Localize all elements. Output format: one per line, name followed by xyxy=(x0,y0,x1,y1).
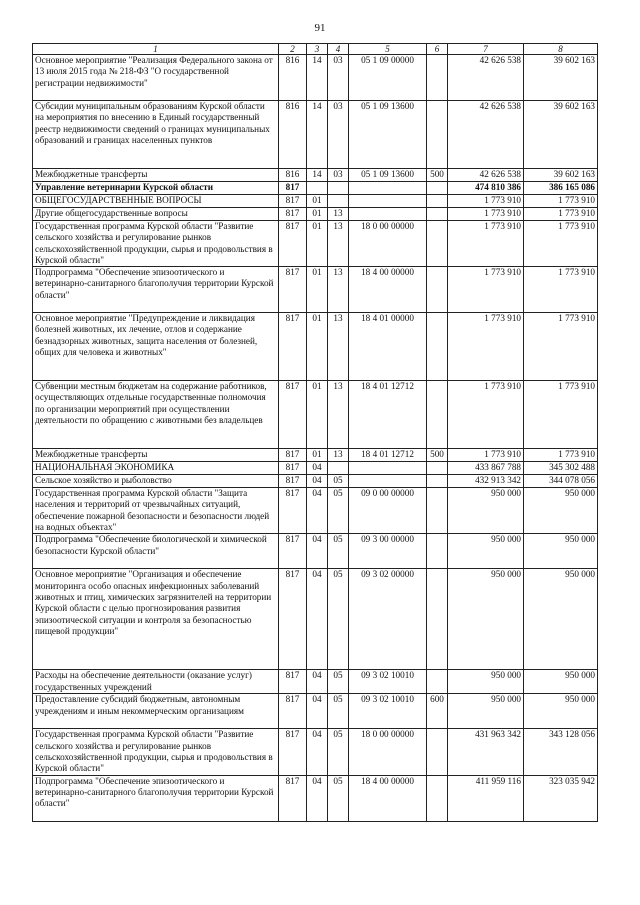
grbs-cell: 817 xyxy=(279,569,307,670)
amount-1-cell: 1 773 910 xyxy=(448,221,524,267)
expense-type-cell xyxy=(427,267,448,313)
subsection-cell: 13 xyxy=(328,221,349,267)
amount-2-cell: 39 602 163 xyxy=(524,169,598,182)
row-name-cell: Государственная программа Курской области "Развитие сельского хозяйства и регулирование рынков сельскохозяйственной продукции, сырья и продовольствия в Курской области" xyxy=(33,221,279,267)
header-cell: 2 xyxy=(279,44,307,55)
amount-1-cell: 950 000 xyxy=(448,670,524,694)
expense-type-cell xyxy=(427,101,448,169)
grbs-cell: 817 xyxy=(279,488,307,534)
expense-type-cell xyxy=(427,313,448,381)
amount-1-cell: 950 000 xyxy=(448,534,524,569)
header-cell: 7 xyxy=(448,44,524,55)
amount-2-cell: 39 602 163 xyxy=(524,101,598,169)
amount-2-cell: 1 773 910 xyxy=(524,221,598,267)
subsection-cell: 05 xyxy=(328,534,349,569)
expense-type-cell xyxy=(427,182,448,195)
amount-1-cell: 474 810 386 xyxy=(448,182,524,195)
target-article-cell: 09 3 02 10010 xyxy=(349,670,427,694)
target-article-cell: 05 1 09 00000 xyxy=(349,55,427,101)
target-article-cell xyxy=(349,195,427,208)
row-name-cell: Субсидии муниципальным образованиям Курской области на мероприятия по внесению в Единый государственный реестр недвижимости сведений о границах муниципальных образований и границах населенных пунктов xyxy=(33,101,279,169)
subsection-cell: 03 xyxy=(328,101,349,169)
amount-2-cell: 1 773 910 xyxy=(524,208,598,221)
subsection-cell: 05 xyxy=(328,729,349,775)
header-row xyxy=(33,44,598,55)
target-article-cell: 09 0 00 00000 xyxy=(349,488,427,534)
grbs-cell: 817 xyxy=(279,381,307,449)
target-article-cell xyxy=(349,208,427,221)
amount-2-cell: 345 302 488 xyxy=(524,462,598,475)
target-article-cell: 18 0 00 00000 xyxy=(349,221,427,267)
grbs-cell: 816 xyxy=(279,169,307,182)
table-row xyxy=(33,462,598,475)
section-cell: 01 xyxy=(307,267,328,313)
target-article-cell: 09 3 02 10010 xyxy=(349,694,427,729)
amount-2-cell: 323 035 942 xyxy=(524,775,598,821)
subsection-cell: 03 xyxy=(328,169,349,182)
table-row xyxy=(33,775,598,821)
table-row xyxy=(33,449,598,462)
subsection-cell: 05 xyxy=(328,569,349,670)
row-name-cell: ОБЩЕГОСУДАРСТВЕННЫЕ ВОПРОСЫ xyxy=(33,195,279,208)
subsection-cell: 05 xyxy=(328,488,349,534)
section-cell: 01 xyxy=(307,195,328,208)
amount-1-cell: 1 773 910 xyxy=(448,208,524,221)
section-cell: 01 xyxy=(307,449,328,462)
grbs-cell: 817 xyxy=(279,221,307,267)
section-cell: 04 xyxy=(307,462,328,475)
subsection-cell: 13 xyxy=(328,381,349,449)
table-row xyxy=(33,670,598,694)
amount-2-cell: 1 773 910 xyxy=(524,381,598,449)
amount-2-cell: 950 000 xyxy=(524,569,598,670)
table-row xyxy=(33,55,598,101)
amount-2-cell: 1 773 910 xyxy=(524,313,598,381)
row-name-cell: Управление ветеринарии Курской области xyxy=(33,182,279,195)
amount-1-cell: 432 913 342 xyxy=(448,475,524,488)
subsection-cell xyxy=(328,195,349,208)
table-row xyxy=(33,475,598,488)
subsection-cell: 13 xyxy=(328,313,349,381)
section-cell xyxy=(307,182,328,195)
section-cell: 04 xyxy=(307,694,328,729)
table-row xyxy=(33,101,598,169)
table-row xyxy=(33,208,598,221)
row-name-cell: Субвенции местным бюджетам на содержание работников, осуществляющих отдельные государственные полномочия по организации мероприятий при осуществлении деятельности по обращению с животными без владельцев xyxy=(33,381,279,449)
grbs-cell: 817 xyxy=(279,670,307,694)
grbs-cell: 816 xyxy=(279,55,307,101)
amount-1-cell: 1 773 910 xyxy=(448,267,524,313)
amount-1-cell: 950 000 xyxy=(448,488,524,534)
header-cell: 4 xyxy=(328,44,349,55)
amount-2-cell: 39 602 163 xyxy=(524,55,598,101)
amount-1-cell: 950 000 xyxy=(448,694,524,729)
amount-1-cell: 1 773 910 xyxy=(448,313,524,381)
amount-2-cell: 950 000 xyxy=(524,488,598,534)
amount-1-cell: 1 773 910 xyxy=(448,381,524,449)
expense-type-cell: 600 xyxy=(427,694,448,729)
grbs-cell: 817 xyxy=(279,195,307,208)
table-row xyxy=(33,169,598,182)
table-row xyxy=(33,488,598,534)
section-cell: 04 xyxy=(307,670,328,694)
subsection-cell: 05 xyxy=(328,670,349,694)
section-cell: 01 xyxy=(307,313,328,381)
table-row xyxy=(33,182,598,195)
section-cell: 14 xyxy=(307,169,328,182)
subsection-cell: 13 xyxy=(328,267,349,313)
amount-1-cell: 42 626 538 xyxy=(448,169,524,182)
subsection-cell: 05 xyxy=(328,694,349,729)
table-row xyxy=(33,221,598,267)
table-row xyxy=(33,381,598,449)
row-name-cell: НАЦИОНАЛЬНАЯ ЭКОНОМИКА xyxy=(33,462,279,475)
target-article-cell: 05 1 09 13600 xyxy=(349,101,427,169)
amount-2-cell: 386 165 086 xyxy=(524,182,598,195)
subsection-cell: 13 xyxy=(328,449,349,462)
expense-type-cell xyxy=(427,729,448,775)
row-name-cell: Подпрограмма "Обеспечение биологической и химической безопасности Курской области" xyxy=(33,534,279,569)
grbs-cell: 817 xyxy=(279,449,307,462)
amount-1-cell: 431 963 342 xyxy=(448,729,524,775)
amount-1-cell: 42 626 538 xyxy=(448,55,524,101)
expense-type-cell xyxy=(427,462,448,475)
grbs-cell: 817 xyxy=(279,775,307,821)
amount-1-cell: 1 773 910 xyxy=(448,195,524,208)
target-article-cell: 05 1 09 13600 xyxy=(349,169,427,182)
amount-1-cell: 433 867 788 xyxy=(448,462,524,475)
grbs-cell: 817 xyxy=(279,729,307,775)
section-cell: 04 xyxy=(307,475,328,488)
amount-2-cell: 950 000 xyxy=(524,670,598,694)
grbs-cell: 817 xyxy=(279,694,307,729)
target-article-cell: 18 4 01 12712 xyxy=(349,449,427,462)
budget-table xyxy=(32,43,598,822)
expense-type-cell xyxy=(427,534,448,569)
table-row xyxy=(33,694,598,729)
amount-1-cell: 950 000 xyxy=(448,569,524,670)
expense-type-cell xyxy=(427,475,448,488)
row-name-cell: Сельское хозяйство и рыболовство xyxy=(33,475,279,488)
target-article-cell xyxy=(349,462,427,475)
grbs-cell: 817 xyxy=(279,475,307,488)
grbs-cell: 817 xyxy=(279,534,307,569)
table-row xyxy=(33,267,598,313)
target-article-cell: 09 3 02 00000 xyxy=(349,569,427,670)
row-name-cell: Межбюджетные трансферты xyxy=(33,169,279,182)
section-cell: 01 xyxy=(307,208,328,221)
row-name-cell: Предоставление субсидий бюджетным, автономным учреждениям и иным некоммерческим организациям xyxy=(33,694,279,729)
section-cell: 14 xyxy=(307,101,328,169)
amount-2-cell: 344 078 056 xyxy=(524,475,598,488)
section-cell: 01 xyxy=(307,381,328,449)
amount-1-cell: 411 959 116 xyxy=(448,775,524,821)
target-article-cell: 18 4 00 00000 xyxy=(349,267,427,313)
expense-type-cell: 500 xyxy=(427,449,448,462)
expense-type-cell xyxy=(427,670,448,694)
amount-2-cell: 950 000 xyxy=(524,694,598,729)
expense-type-cell xyxy=(427,569,448,670)
expense-type-cell xyxy=(427,221,448,267)
amount-1-cell: 42 626 538 xyxy=(448,101,524,169)
amount-2-cell: 1 773 910 xyxy=(524,267,598,313)
expense-type-cell xyxy=(427,208,448,221)
section-cell: 04 xyxy=(307,534,328,569)
table-row xyxy=(33,729,598,775)
row-name-cell: Межбюджетные трансферты xyxy=(33,449,279,462)
header-cell: 1 xyxy=(33,44,279,55)
page-number: 91 xyxy=(314,22,326,34)
row-name-cell: Подпрограмма "Обеспечение эпизоотического и ветеринарно-санитарного благополучия территории Курской области" xyxy=(33,267,279,313)
expense-type-cell: 500 xyxy=(427,169,448,182)
header-cell: 3 xyxy=(307,44,328,55)
grbs-cell: 816 xyxy=(279,101,307,169)
row-name-cell: Подпрограмма "Обеспечение эпизоотического и ветеринарно-санитарного благополучия территории Курской области" xyxy=(33,775,279,821)
expense-type-cell xyxy=(427,488,448,534)
target-article-cell xyxy=(349,182,427,195)
expense-type-cell xyxy=(427,55,448,101)
table-row xyxy=(33,313,598,381)
section-cell: 04 xyxy=(307,729,328,775)
section-cell: 01 xyxy=(307,221,328,267)
subsection-cell: 05 xyxy=(328,475,349,488)
section-cell: 04 xyxy=(307,569,328,670)
row-name-cell: Государственная программа Курской области "Развитие сельского хозяйства и регулирование рынков сельскохозяйственной продукции, сырья и продовольствия в Курской области" xyxy=(33,729,279,775)
section-cell: 14 xyxy=(307,55,328,101)
subsection-cell: 05 xyxy=(328,775,349,821)
amount-2-cell: 1 773 910 xyxy=(524,195,598,208)
amount-1-cell: 1 773 910 xyxy=(448,449,524,462)
section-cell: 04 xyxy=(307,775,328,821)
subsection-cell xyxy=(328,462,349,475)
header-cell: 6 xyxy=(427,44,448,55)
expense-type-cell xyxy=(427,195,448,208)
target-article-cell: 18 0 00 00000 xyxy=(349,729,427,775)
expense-type-cell xyxy=(427,775,448,821)
subsection-cell: 13 xyxy=(328,208,349,221)
grbs-cell: 817 xyxy=(279,267,307,313)
target-article-cell xyxy=(349,475,427,488)
expense-type-cell xyxy=(427,381,448,449)
target-article-cell: 18 4 01 00000 xyxy=(349,313,427,381)
grbs-cell: 817 xyxy=(279,182,307,195)
subsection-cell: 03 xyxy=(328,55,349,101)
target-article-cell: 18 4 00 00000 xyxy=(349,775,427,821)
table-row xyxy=(33,195,598,208)
subsection-cell xyxy=(328,182,349,195)
row-name-cell: Основное мероприятие "Организация и обеспечение мониторинга особо опасных инфекционных заболеваний животных и птиц, химических загрязнителей на территории Курской области с целью прогнозирования развития эпизоотической ситуации и контроля за безопасностью пищевой продукции" xyxy=(33,569,279,670)
table-row xyxy=(33,534,598,569)
header-cell: 5 xyxy=(349,44,427,55)
grbs-cell: 817 xyxy=(279,208,307,221)
row-name-cell: Другие общегосударственные вопросы xyxy=(33,208,279,221)
target-article-cell: 09 3 00 00000 xyxy=(349,534,427,569)
row-name-cell: Основное мероприятие "Реализация Федерального закона от 13 июля 2015 года № 218-ФЗ "О государственной регистрации недвижимости" xyxy=(33,55,279,101)
amount-2-cell: 343 128 056 xyxy=(524,729,598,775)
grbs-cell: 817 xyxy=(279,313,307,381)
target-article-cell: 18 4 01 12712 xyxy=(349,381,427,449)
row-name-cell: Основное мероприятие "Предупреждение и ликвидация болезней животных, их лечение, отлов и содержание безнадзорных животных, защита населения от болезней, общих для человека и животных" xyxy=(33,313,279,381)
row-name-cell: Расходы на обеспечение деятельности (оказание услуг) государственных учреждений xyxy=(33,670,279,694)
amount-2-cell: 950 000 xyxy=(524,534,598,569)
amount-2-cell: 1 773 910 xyxy=(524,449,598,462)
header-cell: 8 xyxy=(524,44,598,55)
section-cell: 04 xyxy=(307,488,328,534)
grbs-cell: 817 xyxy=(279,462,307,475)
row-name-cell: Государственная программа Курской области "Защита населения и территорий от чрезвычайных ситуаций, обеспечение пожарной безопасности и безопасности людей на водных объектах" xyxy=(33,488,279,534)
table-row xyxy=(33,569,598,670)
